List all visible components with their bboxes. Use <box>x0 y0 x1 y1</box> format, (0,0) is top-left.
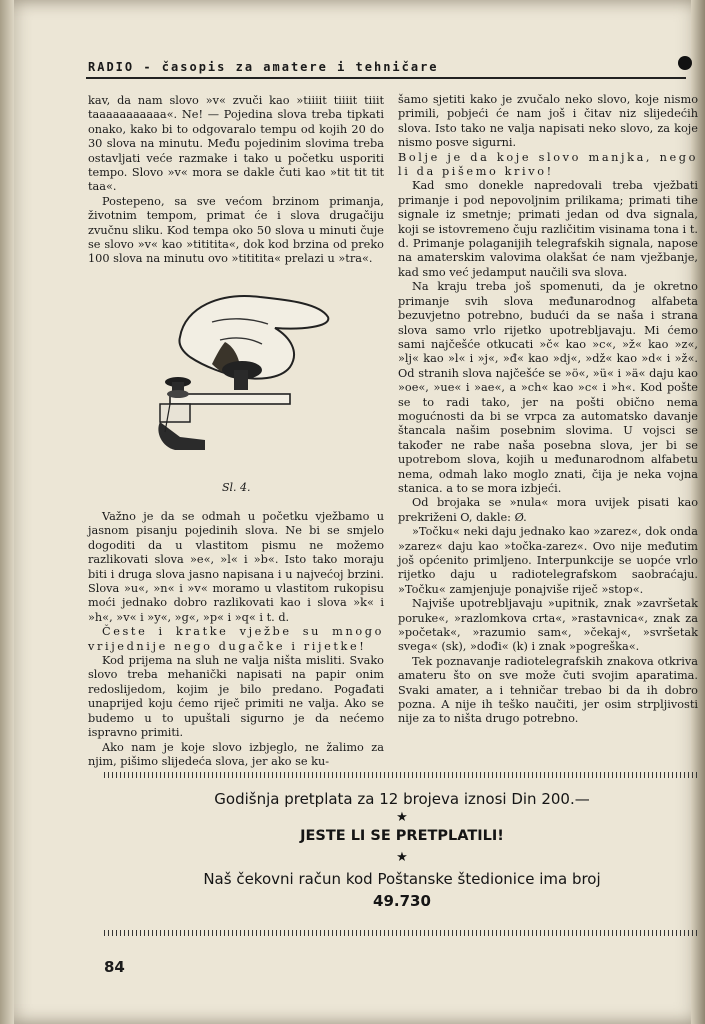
ornament-border-top <box>104 772 700 778</box>
ornament-border-bottom <box>104 930 700 936</box>
page-binding-shadow <box>0 0 14 1024</box>
subscription-notice <box>104 786 700 926</box>
right-column <box>398 93 698 727</box>
left-column-top <box>88 94 384 267</box>
paragraph: Od brojaka se »nula« mora uvijek pisati kao prekriženi O, dakle: Ø. <box>398 496 698 524</box>
emphasis-paragraph: Bolje je da koje slovo manjka, nego li da pišemo krivo! <box>398 150 698 179</box>
account-number: 49.730 <box>373 892 431 910</box>
paragraph: Ako nam je koje slovo izbjeglo, ne žalimo za njim, pišimo slijedeća slova, jer ako se ku- <box>88 740 384 768</box>
page-number: 84 <box>104 958 125 976</box>
paragraph: Najviše upotrebljavaju »upitnik, znak »završetak poruke«, »razlomkova crta«, »rastavnica«, znak za »početak«, »razumio sam«, »čekaj«, »svršetak svega« (sk), »dođi« (k) i znak »pogreška«. <box>398 597 698 654</box>
subscription-call: JESTE LI SE PRETPLATILI! <box>300 828 504 844</box>
paragraph: Važno je da se odmah u početku vježbamo u jasnom pisanju pojedinih slova. Ne bi se smjelo dogoditi da u vlastitom pismu ne možemo razlikovati slova »e«, »l« i »b«. Isto tako moraju biti i druga slova jasno napisana i u najvećoj brzini. Slova »u«, »n« i »v« moramo u vlastitom rukopisu moći jednako dobro razlikovati kao i slova »k« i »h«, »v« i »y«, »g«, »p« i »q« i t. d. <box>88 510 384 624</box>
paragraph: Kod prijema na sluh ne valja ništa misliti. Svako slovo treba mehanički napisati na papir onim redoslijedom, kojim je bilo predano. Pogađati unaprijed koju ćemo riječ primiti ne valja. Ako se budemo u to upuštali sigurno je da nećemo ispravno primiti. <box>88 654 384 740</box>
paragraph: šamo sjetiti kako je zvučalo neko slovo, koje nismo primili, pobjeći će nam još i čitav niz slijedećih slova. Isto tako ne valja napisati neko slovo, za koje nismo posve sigurni. <box>398 93 698 150</box>
paragraph: Tek poznavanje radiotelegrafskih znakova otkriva amateru što on sve može čuti svojim aparatima. Svaki amater, a i tehničar trebao bi da ih dobro pozna. A nije ih teško naučiti, jer osim strpljivosti nije za to ništa drugo potrebno. <box>398 654 698 726</box>
account-notice: Naš čekovni račun kod Poštanske štedionice ima broj <box>203 870 601 888</box>
star-icon: ★ <box>396 810 408 825</box>
paragraph: Postepeno, sa sve većom brzinom primanja, životnim tempom, primat će i slova drugačiju zvučnu sliku. Kod tempa oko 50 slova u minuti čuje se slovo »v« kao »titititа«, dok kod brzina od preko 100 slova na minutu ovo »tititita« prelazi u »tra«. <box>88 194 384 266</box>
telegraph-key-figure <box>150 282 340 477</box>
figure-caption: Sl. 4. <box>222 481 251 494</box>
hand-telegraph-key-illustration <box>158 296 328 450</box>
running-head: RADIO - časopis za amatere i tehničare <box>88 60 439 74</box>
paragraph: Kad smo donekle napredovali treba vježbati primanje i pod nepovoljnim prilikama; primati tihe signale iz smetnje; primati jedan od dva signala, koji se istovremeno čuju različitim visinama tona i t. d. Primanje polaganijih telegrafskih signala, napose na amaterskim valovima olakšat će nam vježbanje, kad smo već jedamput naučili sva slova. <box>398 179 698 279</box>
paragraph: Na kraju treba još spomenuti, da je okretno primanje svih slova međunarodnog alfabeta bezuvjetno potrebno, budući da se naša i strana slova samo vrlo rijetko upotrebljavaju. Mi ćemo sami najčešće otkucati »č« kao »c«, »ž« kao »z«, »lj« kao »l« i »j«, »đ« kao »dj«, »dž« kao »d« i »ž«. Od stranih slova najčešće se »ö«, »ü« i »ä« daju kao »oe«, »ue« i »ae«, a »ch« kao »c« i »h«. Kod pošte se to radi tako, jer na pošti obično nema mogućnosti da bi se vrpca za automatsko davanje štancala našim posebnim slovima. U vojsci se također ne rabe naša posebna slova, jer bi se upotrebom slova, kojih u međunarodnom alfabetu nema, odmah lako moglo znati, čija je neka vojna stanica. a to se mora izbjeći. <box>398 280 698 495</box>
header-rule <box>86 77 686 79</box>
paragraph: kav, da nam slovo »v« zvuči kao »tiiiit tiiiit tiiit taaaaaaaaaaa«. Ne! — Pojedina slova treba tipkati onako, kako bi to odgovaralo tempu od kojih 20 do 30 slova na minutu. Među pojedinim slovima treba ostavljati veće razmake i tako u početku usporiti tempo. Slovo »v« mora se dakle čuti kao »tit tit tit taa«. <box>88 94 384 194</box>
header-dot <box>678 56 692 70</box>
star-icon: ★ <box>396 850 408 865</box>
subscription-price: Godišnja pretplata za 12 brojeva iznosi Din 200.— <box>214 790 590 808</box>
left-column-bottom <box>88 510 384 769</box>
emphasis-paragraph: Česte i kratke vježbe su mnogo vrijednije nego dugačke i rijetke! <box>88 625 384 653</box>
paragraph: »Točku« neki daju jednako kao »zarez«, dok onda »zarez« daju kao »točka-zarez«. Ovo nije međutim još općenito primljeno. Interpunkcije se uopće vrlo rijetko daju u radiotelegrafskom saobraćaju. »Točku« zamjenjuje ponajviše riječ »stop«. <box>398 525 698 596</box>
